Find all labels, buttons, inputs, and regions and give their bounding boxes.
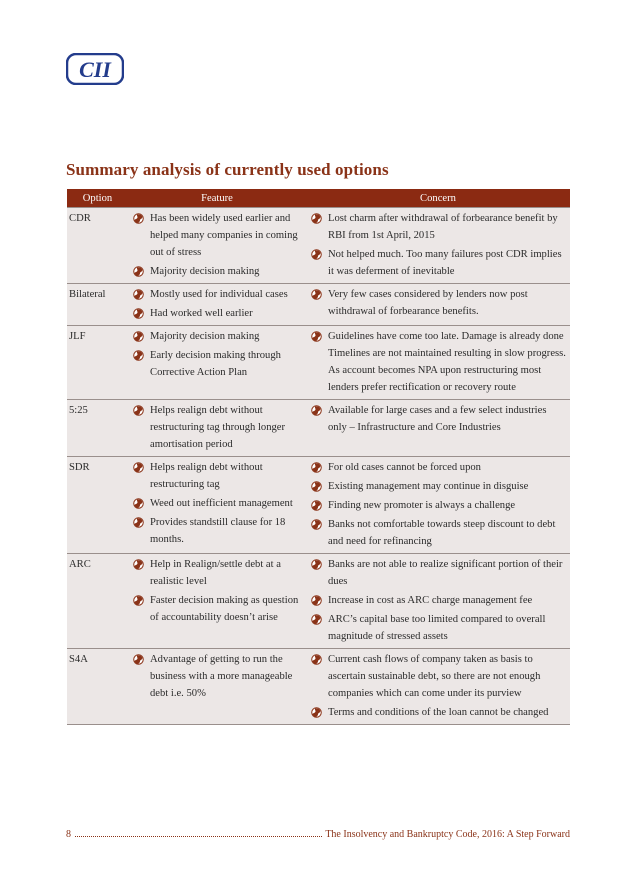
feature-text: Helps realign debt without restructuring tag through longer amortisation period <box>150 405 286 450</box>
concern-cell <box>306 554 570 649</box>
concern-text: Banks are not able to realize significant portion of their dues <box>328 559 563 587</box>
concern-cell <box>306 326 570 400</box>
globe-bullet-icon <box>133 462 144 473</box>
globe-bullet-icon <box>133 595 144 606</box>
concern-item <box>309 210 567 244</box>
concern-cell <box>306 284 570 326</box>
globe-bullet-icon <box>133 331 144 342</box>
feature-item <box>131 210 303 261</box>
svg-text:CII: CII <box>79 57 111 82</box>
feature-text: Advantage of getting to run the business with a more manageable debt i.e. 50% <box>150 654 293 699</box>
table-row <box>67 208 570 284</box>
feature-cell <box>128 457 306 554</box>
globe-bullet-icon <box>311 249 322 260</box>
feature-cell <box>128 326 306 400</box>
feature-text: Weed out inefficient management <box>150 498 293 509</box>
header-concern: Concern <box>306 189 570 208</box>
globe-bullet-icon <box>311 462 322 473</box>
concern-text: Finding new promoter is always a challenge <box>328 500 516 511</box>
feature-item <box>131 286 303 303</box>
concern-item <box>309 459 567 476</box>
globe-bullet-icon <box>311 213 322 224</box>
concern-item <box>309 286 567 320</box>
concern-item <box>309 246 567 280</box>
feature-text: Majority decision making <box>150 331 260 342</box>
feature-text: Helps realign debt without restructuring tag <box>150 462 263 490</box>
section-title: Summary analysis of currently used options <box>66 160 389 179</box>
feature-item <box>131 556 303 590</box>
option-cell: 5:25 <box>67 400 128 457</box>
globe-bullet-icon <box>133 289 144 300</box>
concern-text: Lost charm after withdrawal of forbearance benefit by RBI from 1st April, 2015 <box>328 213 558 241</box>
feature-item <box>131 347 303 381</box>
concern-item <box>309 516 567 550</box>
concern-text: Not helped much. Too many failures post CDR implies it was deferment of inevitable <box>328 249 562 277</box>
concern-item <box>309 651 567 702</box>
option-cell: CDR <box>67 208 128 284</box>
option-cell: Bilateral <box>67 284 128 326</box>
concern-item <box>309 704 567 721</box>
feature-cell <box>128 400 306 457</box>
table-row <box>67 554 570 649</box>
concern-text: Guidelines have come too late. Damage is already done Timelines are not maintained resulting in slow progress. As account becomes NPA upon restructuring most lenders prefer rectification or recovery route <box>328 331 566 393</box>
table-row <box>67 457 570 554</box>
feature-text: Has been widely used earlier and helped many companies in coming out of stress <box>150 213 298 258</box>
footer-dotted-leader <box>75 828 322 837</box>
concern-text: Available for large cases and a few select industries only – Infrastructure and Core Industries <box>328 405 547 433</box>
feature-text: Mostly used for individual cases <box>150 289 288 300</box>
globe-bullet-icon <box>133 498 144 509</box>
feature-text: Had worked well earlier <box>150 308 253 319</box>
feature-item <box>131 651 303 702</box>
feature-item <box>131 402 303 453</box>
concern-text: Banks not comfortable towards steep discount to debt and need for refinancing <box>328 519 556 547</box>
summary-table <box>67 189 570 725</box>
globe-bullet-icon <box>133 559 144 570</box>
concern-cell <box>306 649 570 725</box>
feature-cell <box>128 208 306 284</box>
feature-text: Early decision making through Corrective Action Plan <box>150 350 281 378</box>
feature-item <box>131 495 303 512</box>
option-cell: SDR <box>67 457 128 554</box>
concern-item <box>309 402 567 436</box>
cii-logo <box>66 53 124 85</box>
table-row <box>67 284 570 326</box>
globe-bullet-icon <box>311 331 322 342</box>
concern-text: Very few cases considered by lenders now post withdrawal of forbearance benefits. <box>328 289 528 317</box>
feature-item <box>131 328 303 345</box>
page-footer <box>66 828 570 840</box>
concern-text: Terms and conditions of the loan cannot be changed <box>328 707 549 718</box>
globe-bullet-icon <box>311 559 322 570</box>
concern-cell <box>306 457 570 554</box>
feature-text: Faster decision making as question of accountability doesn’t arise <box>150 595 299 623</box>
feature-text: Provides standstill clause for 18 months. <box>150 517 286 545</box>
concern-item <box>309 328 567 396</box>
globe-bullet-icon <box>133 517 144 528</box>
globe-bullet-icon <box>311 519 322 530</box>
globe-bullet-icon <box>133 350 144 361</box>
globe-bullet-icon <box>311 289 322 300</box>
globe-bullet-icon <box>311 707 322 718</box>
feature-text: Majority decision making <box>150 266 260 277</box>
globe-bullet-icon <box>311 405 322 416</box>
concern-text: Existing management may continue in disguise <box>328 481 529 492</box>
feature-cell <box>128 284 306 326</box>
feature-item <box>131 514 303 548</box>
globe-bullet-icon <box>311 481 322 492</box>
globe-bullet-icon <box>311 500 322 511</box>
concern-item <box>309 592 567 609</box>
table-row <box>67 649 570 725</box>
feature-item <box>131 459 303 493</box>
feature-text: Help in Realign/settle debt at a realistic level <box>150 559 281 587</box>
concern-text: Current cash flows of company taken as basis to ascertain sustainable debt, so there are not enough companies which can come under its purview <box>328 654 541 699</box>
globe-bullet-icon <box>133 654 144 665</box>
feature-item <box>131 305 303 322</box>
globe-bullet-icon <box>133 308 144 319</box>
table-header-row <box>67 189 570 208</box>
header-feature: Feature <box>128 189 306 208</box>
running-title: The Insolvency and Bankruptcy Code, 2016: A Step Forward <box>325 829 570 840</box>
globe-bullet-icon <box>311 595 322 606</box>
option-cell: S4A <box>67 649 128 725</box>
concern-text: For old cases cannot be forced upon <box>328 462 481 473</box>
concern-cell <box>306 400 570 457</box>
table-row <box>67 326 570 400</box>
feature-item <box>131 263 303 280</box>
feature-cell <box>128 649 306 725</box>
globe-bullet-icon <box>133 213 144 224</box>
globe-bullet-icon <box>311 654 322 665</box>
concern-cell <box>306 208 570 284</box>
concern-item <box>309 497 567 514</box>
header-option: Option <box>67 189 128 208</box>
globe-bullet-icon <box>311 614 322 625</box>
option-cell: ARC <box>67 554 128 649</box>
globe-bullet-icon <box>133 405 144 416</box>
globe-bullet-icon <box>133 266 144 277</box>
concern-text: ARC’s capital base too limited compared to overall magnitude of stressed assets <box>328 614 546 642</box>
feature-item <box>131 592 303 626</box>
option-cell: JLF <box>67 326 128 400</box>
concern-item <box>309 611 567 645</box>
feature-cell <box>128 554 306 649</box>
table-row <box>67 400 570 457</box>
page-number: 8 <box>66 829 71 840</box>
concern-item <box>309 556 567 590</box>
concern-text: Increase in cost as ARC charge management fee <box>328 595 533 606</box>
concern-item <box>309 478 567 495</box>
